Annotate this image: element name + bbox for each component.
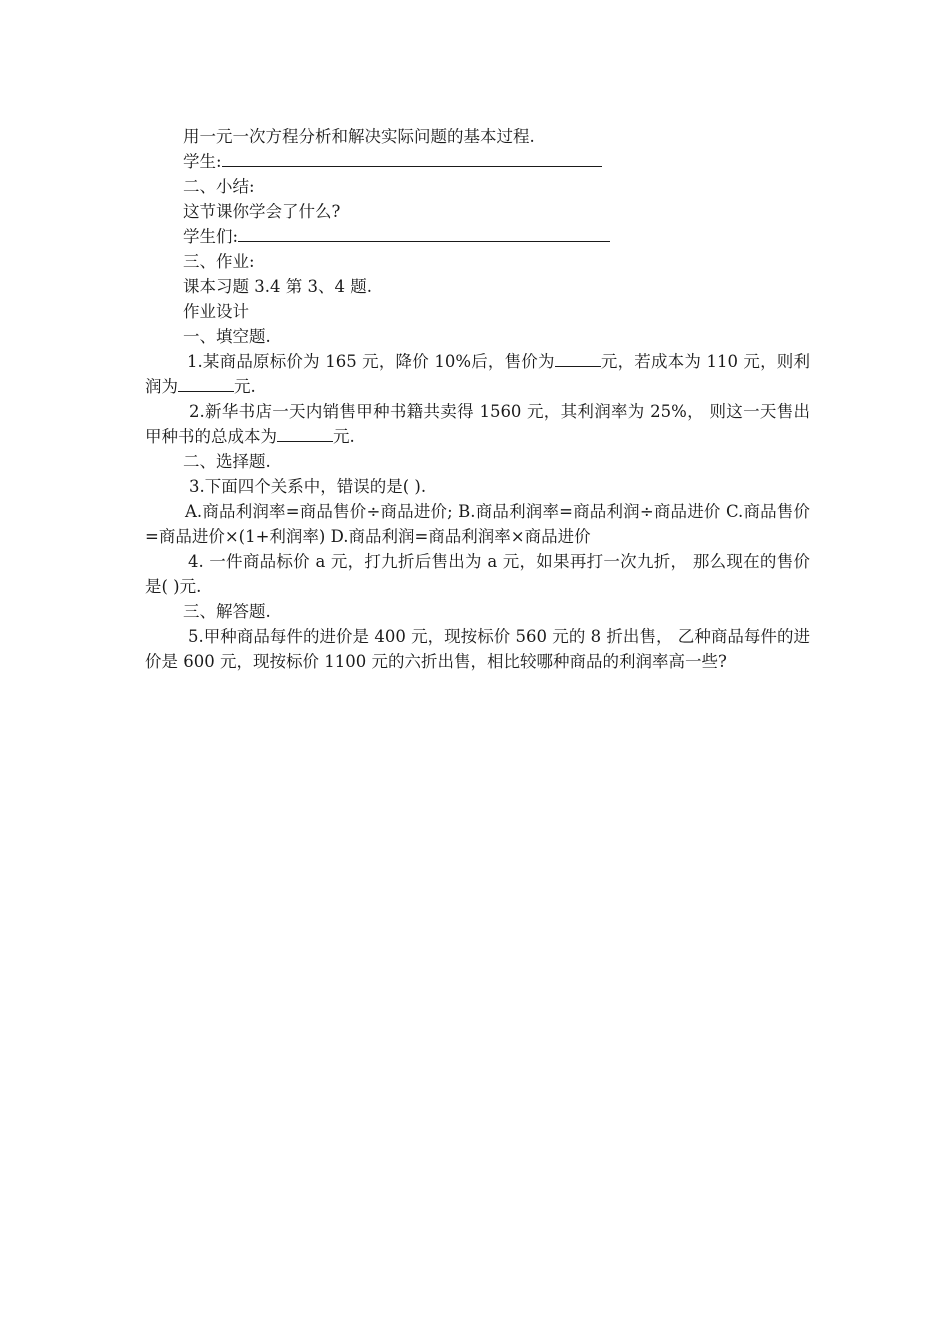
student-label: 学生: xyxy=(183,152,222,171)
section-solve-heading xyxy=(145,599,810,624)
question-3 xyxy=(145,474,810,499)
q1-blank-1 xyxy=(555,349,601,367)
summary-question xyxy=(145,199,810,224)
fill-heading-text: 一、填空题. xyxy=(183,327,271,346)
students-answer-line xyxy=(145,224,810,249)
q2-text-a: 2.新华书店一天内销售甲种书籍共卖得 1560 元，其利润率为 25%， 则这一天售出甲种书的总成本为 xyxy=(145,402,810,446)
homework-design-heading xyxy=(145,299,810,324)
student-answer-blank xyxy=(222,149,602,167)
q1-blank-2 xyxy=(178,374,234,392)
q2-text-b: 元. xyxy=(333,427,355,446)
question-3-options xyxy=(145,499,810,549)
q5-text: 5.甲种商品每件的进价是 400 元，现按标价 560 元的 8 折出售， 乙种商品每件的进价是 600 元，现按标价 1100 元的六折出售，相比较哪种商品的利润率高一些? xyxy=(145,627,810,671)
section-summary-heading xyxy=(145,174,810,199)
question-5 xyxy=(145,624,810,674)
q3-options-text: A.商品利润率=商品售价÷商品进价; B.商品利润率=商品利润÷商品进价 C.商品售价=商品进价×(1+利润率) D.商品利润=商品利润率×商品进价 xyxy=(145,502,810,546)
q4-text: 4. 一件商品标价 a 元，打九折后售出为 a 元，如果再打一次九折， 那么现在的售价是( )元. xyxy=(145,552,810,596)
homework-assignment xyxy=(145,274,810,299)
summary-question-text: 这节课你学会了什么? xyxy=(183,202,341,221)
choice-heading-text: 二、选择题. xyxy=(183,452,271,471)
intro-text: 用一元一次方程分析和解决实际问题的基本过程. xyxy=(183,127,535,146)
section-homework-heading xyxy=(145,249,810,274)
students-label: 学生们: xyxy=(183,227,239,246)
q2-blank xyxy=(277,424,333,442)
homework-assignment-text: 课本习题 3.4 第 3、4 题. xyxy=(183,277,372,296)
solve-heading-text: 三、解答题. xyxy=(183,602,271,621)
question-2 xyxy=(145,399,810,449)
question-1 xyxy=(145,349,810,399)
section-choice-heading xyxy=(145,449,810,474)
document-body xyxy=(145,124,810,674)
question-4 xyxy=(145,549,810,599)
student-answer-line xyxy=(145,149,810,174)
homework-design-text: 作业设计 xyxy=(183,302,249,321)
summary-heading-text: 二、小结: xyxy=(183,177,255,196)
q1-text-c: 元. xyxy=(234,377,256,396)
intro-line xyxy=(145,124,810,149)
q1-text-a: 1.某商品原标价为 165 元，降价 10%后，售价为 xyxy=(187,352,555,371)
homework-heading-text: 三、作业: xyxy=(183,252,255,271)
q3-text: 3.下面四个关系中，错误的是( ). xyxy=(189,477,427,496)
section-fill-heading xyxy=(145,324,810,349)
q1-text-b: 元，若成本为 110 元，则利润为 xyxy=(145,352,810,396)
students-answer-blank xyxy=(238,224,610,242)
